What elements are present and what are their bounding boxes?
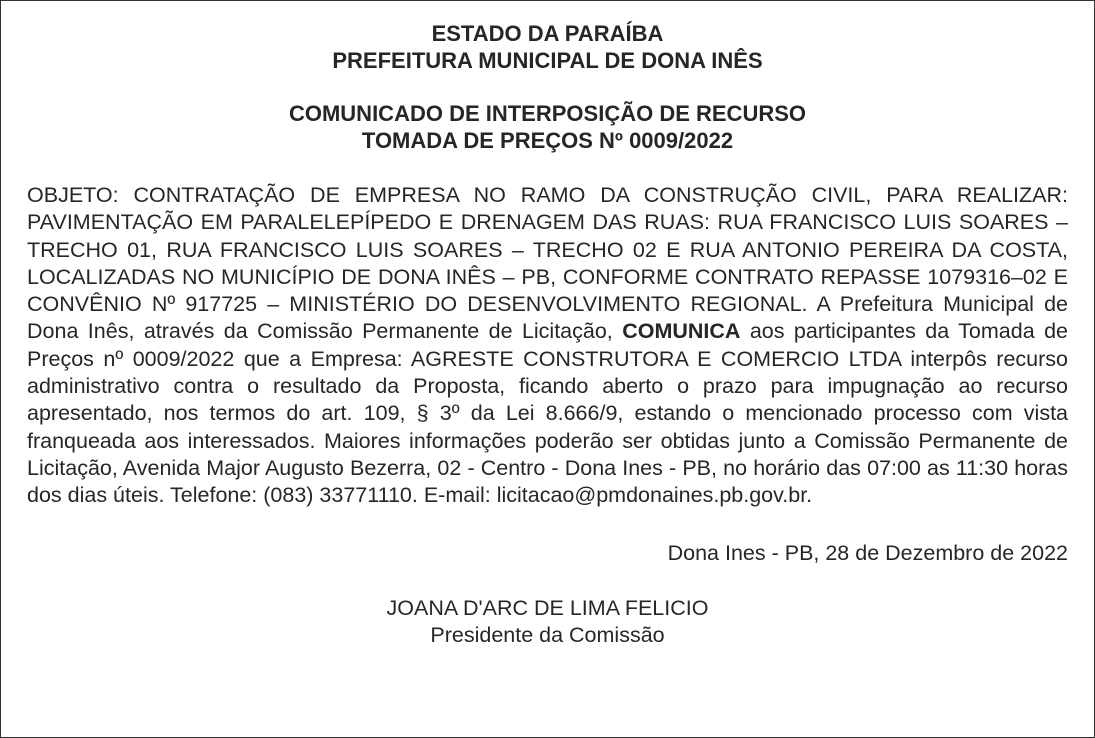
notice-body: [27, 182, 1068, 510]
body-text-part-1: OBJETO: CONTRATAÇÃO DE EMPRESA NO RAMO DA CONSTRUÇÃO CIVIL, PARA REALIZAR: PAVIMENTAÇÃO EM PARALELEPÍPEDO E DRENAGEM DAS RUAS: RUA FRANCISCO LUIS SOARES – TRECHO 01, RUA FRANCISCO LUIS SOARES – TRECHO 02 E RUA ANTONIO PEREIRA DA COSTA, LOCALIZADAS NO MUNICÍPIO DE DONA INÊS – PB, CONFORME CONTRATO REPASSE 1079316–02 E CONVÊNIO Nº 917725 – MINISTÉRIO DO DESENVOLVIMENTO REGIONAL. A Prefeitura Municipal de Dona Inês, através da Comissão Permanente de Licitação,: [27, 183, 1068, 344]
title-line-1: COMUNICADO DE INTERPOSIÇÃO DE RECURSO: [288, 101, 807, 126]
document-title: [27, 100, 1068, 154]
signature-block: [27, 595, 1068, 649]
signatory-role: Presidente da Comissão: [430, 622, 665, 647]
municipality-name: PREFEITURA MUNICIPAL DE DONA INÊS: [332, 48, 763, 73]
body-text-part-2: aos participantes da Tomada de Preços nº 0009/2022 que a Empresa: AGRESTE CONSTRUTORA E COMERCIO LTDA interpôs recurso administrativo contra o resultado da Proposta, ficando aberto o prazo para impugnação ao recurso apresentado, nos termos do art. 109, § 3º da Lei 8.666/9, estando o mencionado processo com vista franqueada aos interessados. Maiores informações poderão ser obtidas junto a Comissão Permanente de Licitação, Avenida Major Augusto Bezerra, 02 - Centro - Dona Ines - PB, no horário das 07:00 as 11:30 horas dos dias úteis. Telefone: (083) 33771110. E-mail: licitacao@pmdonaines.pb.gov.br.: [27, 319, 1068, 508]
title-line-2: TOMADA DE PREÇOS Nº 0009/2022: [361, 128, 734, 153]
date-line: Dona Ines - PB, 28 de Dezembro de 2022: [667, 540, 1068, 565]
state-name: ESTADO DA PARAÍBA: [431, 21, 664, 46]
document-header: [27, 1, 1068, 74]
body-emphasis: COMUNICA: [622, 319, 741, 344]
signatory-name: JOANA D'ARC DE LIMA FELICIO: [386, 595, 709, 620]
